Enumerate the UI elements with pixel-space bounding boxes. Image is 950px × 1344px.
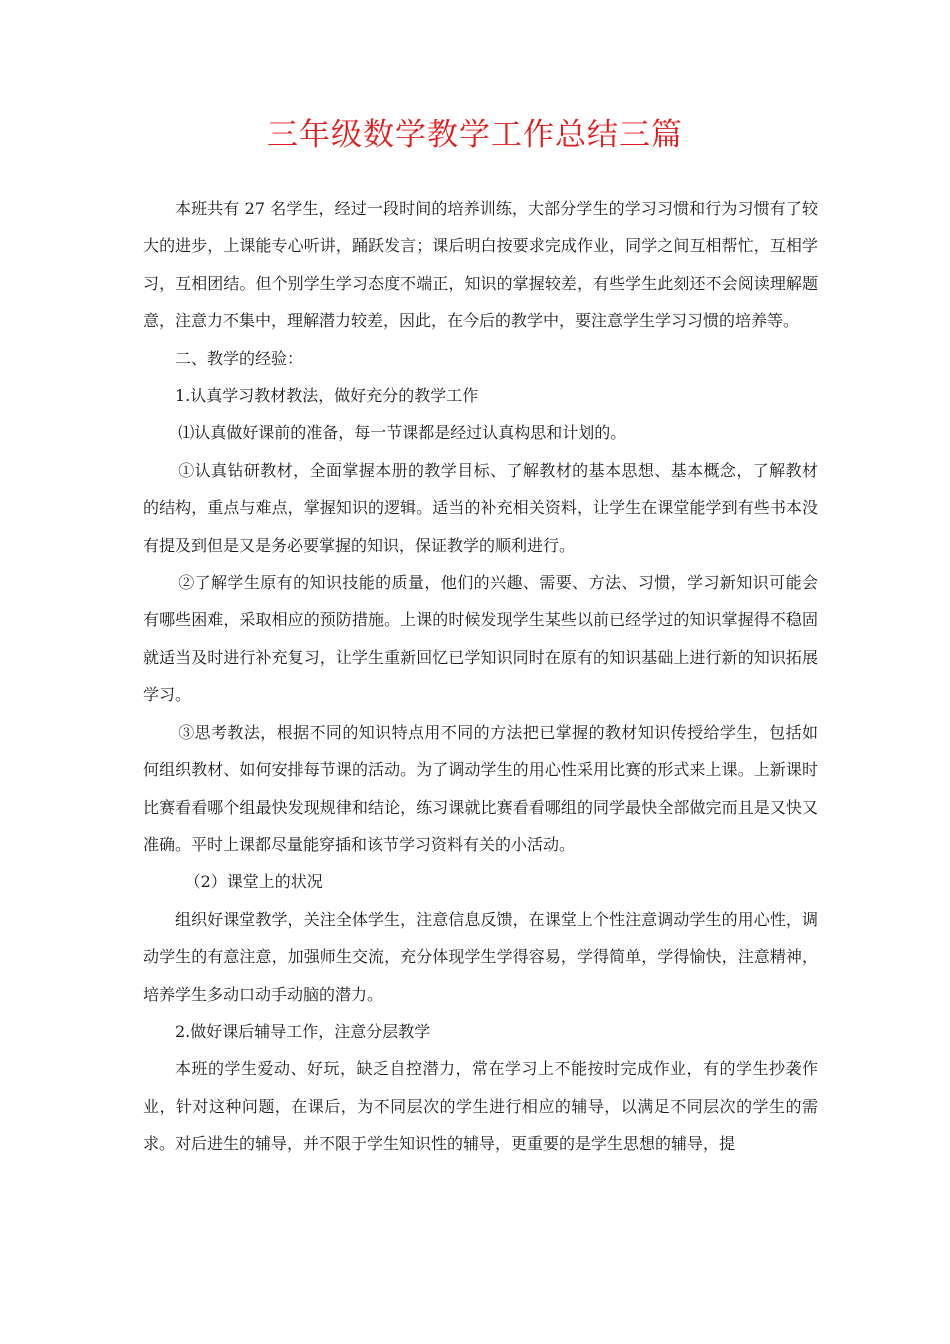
paragraph-tutoring-body: 本班的学生爱动、好玩，缺乏自控潜力，常在学习上不能按时完成作业，有的学生抄袭作业，针对这种问题，在课后，为不同层次的学生进行相应的辅导，以满足不同层次的学生的需求。对后进生的辅导，并不限于学生知识性的辅导，更重要的是学生思想的辅导，提	[143, 1059, 818, 1154]
paragraph-section-heading: 二、教学的经验：	[175, 348, 304, 368]
paragraph-subheading-2: 2.做好课后辅导工作，注意分层教学	[175, 1021, 431, 1041]
paragraph-item-preparation: ⑴认真做好课前的准备，每一节课都是经过认真构思和计划的。	[178, 423, 627, 443]
document-body	[143, 190, 818, 1163]
paragraph-subheading-classroom: （2）课堂上的状况	[184, 872, 323, 892]
paragraph-item-1: ①认真钻研教材，全面掌握本册的教学目标、了解教材的基本思想、基本概念，了解教材的结构，重点与难点，掌握知识的逻辑。适当的补充相关资料，让学生在课堂能学到有些书本没有提及到但是又是务必要掌握的知识，保证教学的顺利进行。	[143, 460, 818, 555]
paragraph-subheading-1: 1.认真学习教材教法，做好充分的教学工作	[175, 386, 479, 406]
paragraph-item-2: ②了解学生原有的知识技能的质量，他们的兴趣、需要、方法、习惯，学习新知识可能会有哪些困难，采取相应的预防措施。上课的时候发现学生某些以前已经学过的知识掌握得不稳固就适当及时进行补充复习，让学生重新回忆已学知识同时在原有的知识基础上进行新的知识拓展学习。	[143, 573, 818, 705]
paragraph-item-3: ③思考教法，根据不同的知识特点用不同的方法把已掌握的教材知识传授给学生，包括如何组织教材、如何安排每节课的活动。为了调动学生的用心性采用比赛的形式来上课。上新课时比赛看看哪个组最快发现规律和结论，练习课就比赛看看哪组的同学最快全部做完而且是又快又准确。平时上课都尽量能穿插和该节学习资料有关的小活动。	[143, 722, 818, 854]
document-title: 三年级数学教学工作总结三篇	[267, 116, 683, 153]
paragraph-class-overview: 本班共有 27 名学生，经过一段时间的培养训练，大部分学生的学习习惯和行为习惯有了较大的进步，上课能专心听讲，踊跃发言；课后明白按要求完成作业，同学之间互相帮忙，互相学习，互相团结。但个别学生学习态度不端正，知识的掌握较差，有些学生此刻还不会阅读理解题意，注意力不集中，理解潜力较差，因此，在今后的教学中，要注意学生学习习惯的培养等。	[143, 199, 818, 331]
paragraph-classroom-body: 组织好课堂教学，关注全体学生，注意信息反馈，在课堂上个性注意调动学生的用心性，调动学生的有意注意，加强师生交流，充分体现学生学得容易，学得简单，学得愉快，注意精神，培养学生多动口动手动脑的潜力。	[143, 909, 818, 1004]
